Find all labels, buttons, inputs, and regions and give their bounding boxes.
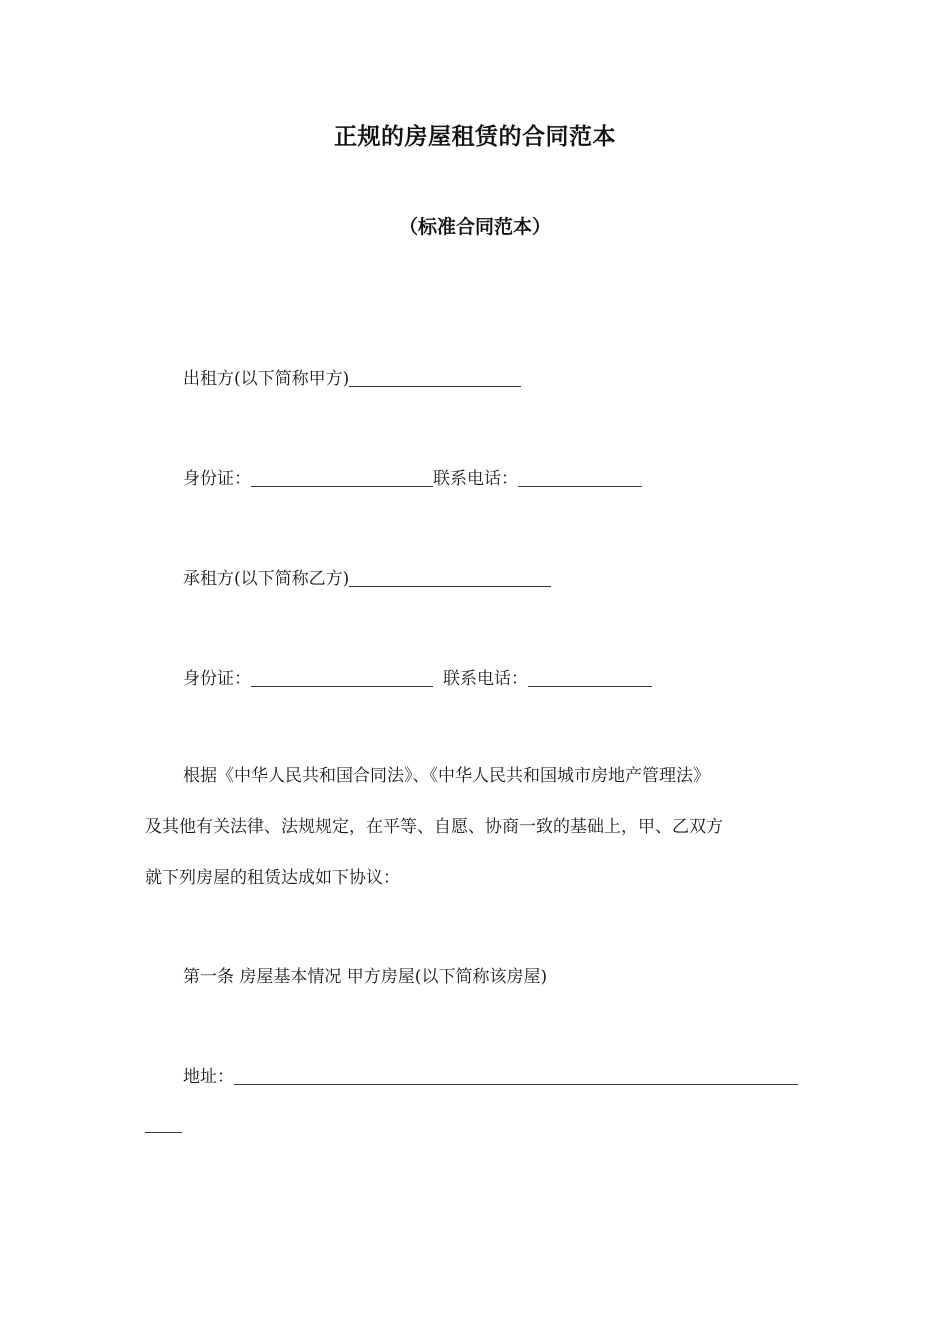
- lessor-phone-field[interactable]: [518, 468, 642, 487]
- document-title: 正规的房屋租赁的合同范本: [334, 124, 616, 150]
- lessee-id-line: [183, 667, 652, 691]
- preamble-line-1: 根据《中华人民共和国合同法》、《中华人民共和国城市房地产管理法》: [183, 766, 710, 786]
- lessor-id-field[interactable]: [251, 468, 433, 487]
- lessee-name-field[interactable]: [349, 568, 551, 587]
- lessee-id-label: 身份证：: [183, 669, 251, 689]
- address-field-continuation[interactable]: [145, 1120, 182, 1133]
- lessee-line: [183, 567, 551, 591]
- lessor-id-line: [183, 467, 642, 491]
- lessor-label: 出租方(以下简称甲方): [183, 369, 350, 389]
- lessee-label: 承租方(以下简称乙方): [183, 569, 350, 589]
- address-line: [183, 1065, 798, 1089]
- lessor-line: [183, 367, 521, 391]
- lessor-name-field[interactable]: [349, 368, 521, 387]
- lessor-phone-label: 联系电话：: [433, 469, 518, 489]
- lessee-id-field[interactable]: [251, 668, 433, 687]
- preamble-line-3: 就下列房屋的租赁达成如下协议：: [145, 868, 400, 888]
- preamble-line-2: 及其他有关法律、法规规定，在平等、自愿、协商一致的基础上，甲、乙双方: [145, 817, 723, 837]
- preamble-paragraph: [145, 751, 810, 904]
- lessor-id-label: 身份证：: [183, 469, 251, 489]
- lessee-phone-label: 联系电话：: [443, 669, 528, 689]
- address-field[interactable]: [234, 1066, 798, 1085]
- lessee-phone-field[interactable]: [528, 668, 652, 687]
- article-1-heading: 第一条 房屋基本情况 甲方房屋(以下简称该房屋): [183, 967, 548, 987]
- address-label: 地址：: [183, 1067, 234, 1087]
- document-subtitle: （标准合同范本）: [398, 216, 551, 238]
